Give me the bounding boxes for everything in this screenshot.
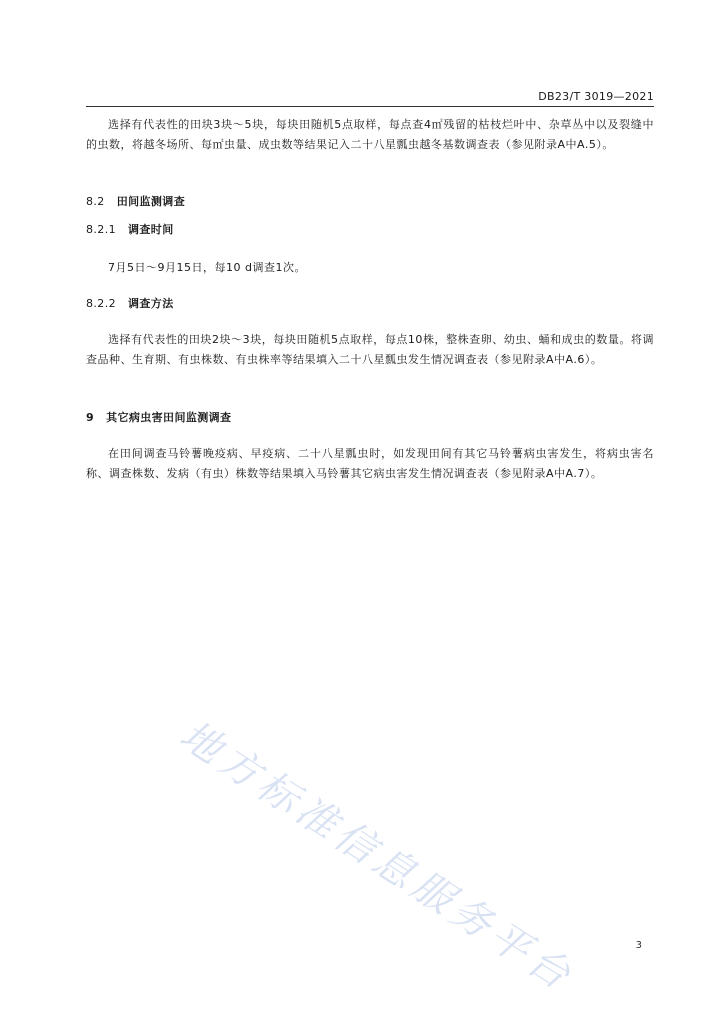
section-title: 田间监测调查 [116,195,186,208]
section-number: 8.2.1 [86,223,116,236]
section-number: 9 [86,411,95,424]
watermark-text: 地方标准信息服务平台 [171,712,583,1002]
section-title: 调查方法 [128,297,174,310]
paragraph-survey-time: 7月5日～9月15日，每10 d调查1次。 [108,261,306,274]
standard-code: DB23/T 3019—2021 [538,90,654,103]
section-number: 8.2 [86,195,105,208]
section-title: 调查时间 [128,223,174,236]
section-title: 其它病虫害田间监测调查 [106,411,232,424]
section-number: 8.2.2 [86,297,116,310]
page-number: 3 [635,940,642,951]
section-heading-9 [86,410,231,426]
paragraph-survey-method: 选择有代表性的田块2块～3块，每块田随机5点取样，每点10株，整株查卵、幼虫、蛹和成虫的数量。将调查品种、生育期、有虫株数、有虫株率等结果填入二十八星瓢虫发生情况调查表（参见附录A中A.6）。 [86,333,654,366]
header-divider [86,106,654,107]
paragraph-overwintering-survey: 选择有代表性的田块3块～5块，每块田随机5点取样，每点查4㎡残留的枯枝烂叶中、杂草丛中以及裂缝中的虫数，将越冬场所、每㎡虫量、成虫数等结果记入二十八星瓢虫越冬基数调查表（参见附录A中A.5）。 [86,118,654,151]
section-heading-8-2-1 [86,222,174,238]
section-heading-8-2 [86,194,185,210]
section-heading-8-2-2 [86,296,174,312]
paragraph-other-pests: 在田间调查马铃薯晚疫病、早疫病、二十八星瓢虫时，如发现田间有其它马铃薯病虫害发生，将病虫害名称、调查株数、发病（有虫）株数等结果填入马铃薯其它病虫害发生情况调查表（参见附录A中A.7）。 [86,447,654,480]
